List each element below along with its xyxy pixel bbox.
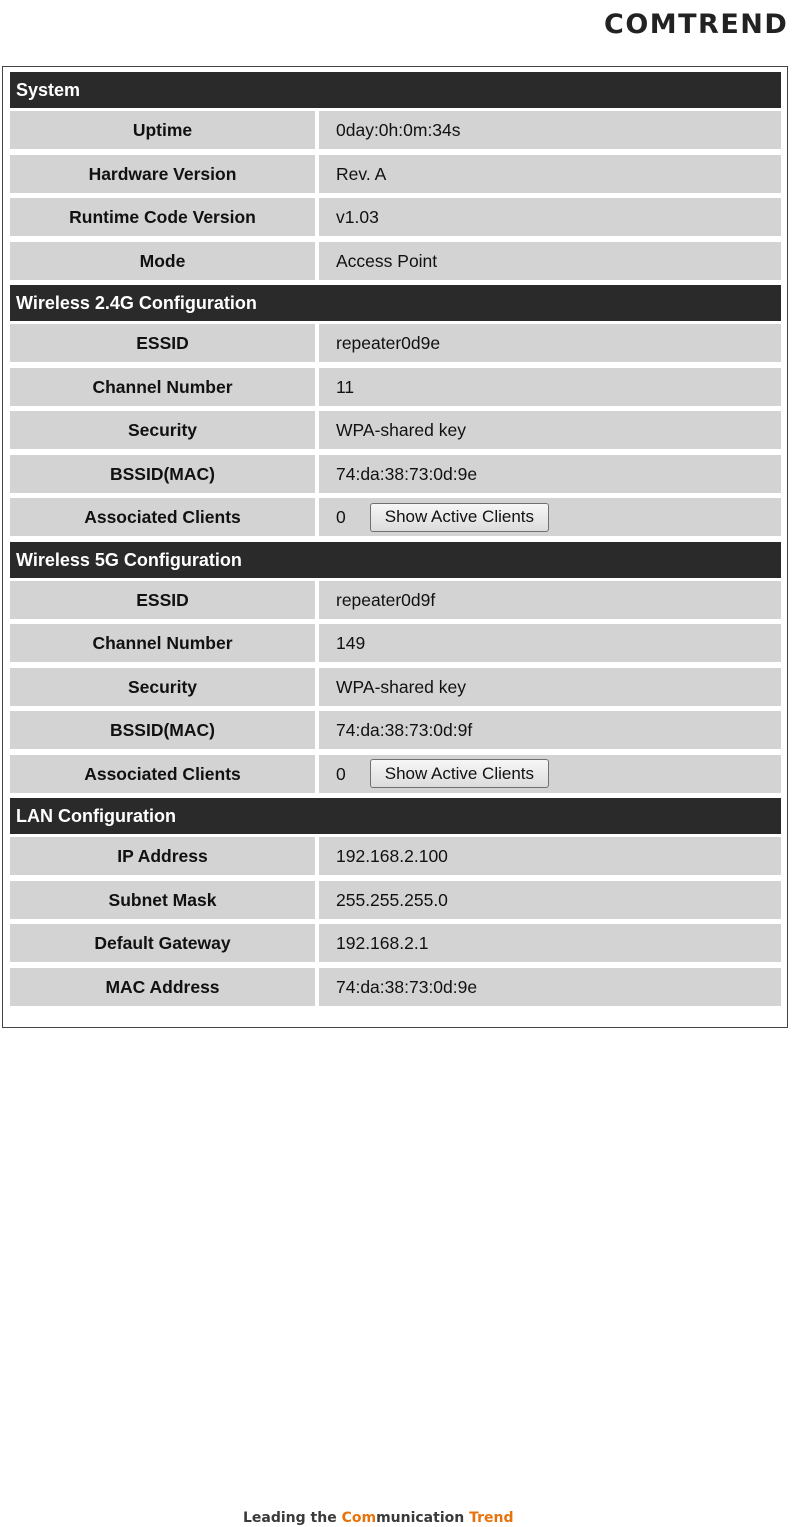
row-label: Associated Clients (10, 755, 315, 793)
row-value: 74:da:38:73:0d:9f (336, 720, 473, 740)
row-value: repeater0d9e (336, 333, 441, 353)
row-label: Channel Number (10, 368, 315, 406)
row-label: Security (10, 668, 315, 706)
row-label: Associated Clients (10, 498, 315, 536)
row-value-cell (319, 324, 781, 362)
tagline-highlight-trend: Trend (469, 1510, 514, 1526)
tagline-highlight-com: Com (341, 1510, 377, 1526)
row-value: v1.03 (336, 207, 379, 227)
table-row (10, 111, 781, 149)
row-value-cell (319, 198, 781, 236)
row-value: Access Point (336, 250, 438, 271)
row-value-cell (319, 498, 781, 536)
row-value-cell (319, 711, 781, 749)
row-label: Runtime Code Version (10, 198, 315, 236)
row-label: Mode (10, 242, 315, 280)
table-row (10, 924, 781, 962)
row-label: Channel Number (10, 624, 315, 662)
row-value: 192.168.2.100 (336, 846, 448, 866)
table-row (10, 198, 781, 236)
row-value-cell (319, 411, 781, 449)
row-label: ESSID (10, 581, 315, 619)
row-value-cell (319, 368, 781, 406)
show-active-clients-button[interactable]: Show Active Clients (370, 759, 549, 788)
comtrend-logo (604, 8, 800, 42)
row-value-cell (319, 455, 781, 493)
row-value-cell (319, 668, 781, 706)
row-value-cell (319, 155, 781, 193)
section-header: Wireless 2.4G Configuration (10, 285, 781, 321)
row-value: 255.255.255.0 (336, 889, 448, 910)
table-row (10, 155, 781, 193)
table-row (10, 498, 781, 536)
row-value: 192.168.2.1 (336, 933, 429, 953)
table-row (10, 242, 781, 280)
section-header: Wireless 5G Configuration (10, 542, 781, 578)
row-value: WPA-shared key (336, 420, 466, 440)
show-active-clients-button[interactable]: Show Active Clients (370, 503, 549, 532)
table-row (10, 881, 781, 919)
row-value: 149 (336, 633, 366, 653)
row-label: Uptime (10, 111, 315, 149)
table-row (10, 455, 781, 493)
table-row (10, 581, 781, 619)
table-row (10, 668, 781, 706)
row-value: Rev. A (336, 163, 387, 184)
tagline-text-2: munication (376, 1510, 470, 1526)
row-value-cell (319, 624, 781, 662)
row-value-cell (319, 968, 781, 1006)
row-value-cell (319, 881, 781, 919)
row-value: repeater0d9f (336, 589, 436, 610)
row-label: BSSID(MAC) (10, 711, 315, 749)
table-row (10, 624, 781, 662)
row-value-cell (319, 837, 781, 875)
table-row (10, 711, 781, 749)
row-label: IP Address (10, 837, 315, 875)
row-value: 74:da:38:73:0d:9e (336, 976, 478, 997)
row-label: BSSID(MAC) (10, 455, 315, 493)
table-row (10, 755, 781, 793)
section-header: System (10, 72, 781, 108)
table-row (10, 968, 781, 1006)
row-label: MAC Address (10, 968, 315, 1006)
row-value: 0 (336, 763, 346, 784)
section-header: LAN Configuration (10, 798, 781, 834)
row-value: 74:da:38:73:0d:9e (336, 463, 478, 484)
row-value: WPA-shared key (336, 676, 466, 697)
row-value-cell (319, 924, 781, 962)
table-row (10, 411, 781, 449)
row-value: 11 (336, 376, 355, 397)
table-row (10, 368, 781, 406)
footer-tagline (243, 1510, 543, 1526)
row-value-cell (319, 581, 781, 619)
row-label: ESSID (10, 324, 315, 362)
table-row (10, 837, 781, 875)
row-value-cell (319, 111, 781, 149)
tagline-text: Leading the (243, 1510, 342, 1526)
row-value-cell (319, 242, 781, 280)
table-row (10, 324, 781, 362)
row-label: Subnet Mask (10, 881, 315, 919)
row-value: 0day:0h:0m:34s (336, 120, 461, 140)
status-table (10, 72, 781, 1011)
logo-text: COMTREND (604, 9, 789, 40)
row-value: 0 (336, 507, 346, 527)
row-label: Security (10, 411, 315, 449)
row-value-cell (319, 755, 781, 793)
row-label: Default Gateway (10, 924, 315, 962)
status-panel (2, 66, 788, 1028)
row-label: Hardware Version (10, 155, 315, 193)
